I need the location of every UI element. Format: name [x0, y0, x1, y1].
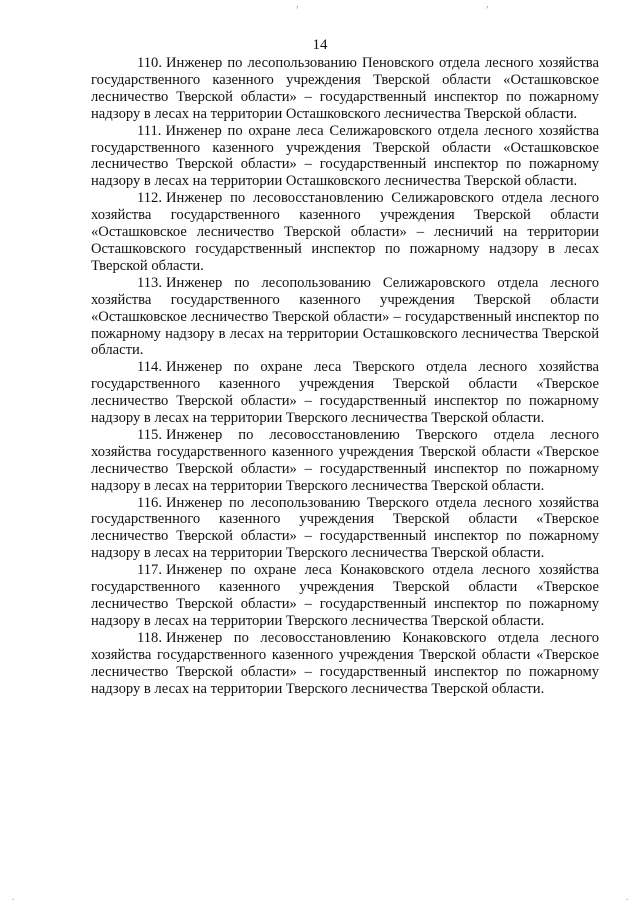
item-number: 114.: [137, 359, 162, 376]
list-item: [91, 630, 599, 698]
list-item: [91, 275, 599, 360]
item-text: Инженер по лесопользованию Пеновского отдела лесного хозяйства государственного казенного учреждения Тверской области «Осташковское лесничество Тверской области» – государственный инспектор по пожарному надзору в лесах на территории Осташковского лесничества Тверской области.: [91, 55, 599, 122]
list-item: [91, 190, 599, 275]
item-number: 117.: [137, 562, 162, 579]
scan-mark: ,: [486, 0, 489, 10]
item-text: Инженер по охране леса Конаковского отдела лесного хозяйства государственного казенного учреждения Тверской области «Тверское лесничество Тверской области» – государственный инспектор по пожарному надзору в лесах на территории Тверского лесничества Тверской области.: [91, 562, 599, 629]
list-item: [91, 123, 599, 191]
scan-mark: ,: [296, 0, 299, 10]
item-number: 110.: [137, 55, 162, 71]
item-number: 113.: [137, 274, 162, 291]
item-text: Инженер по охране леса Тверского отдела лесного хозяйства государственного казенного учреждения Тверской области «Тверское лесничество Тверской области» – государственный инспектор по пожарному надзору в лесах на территории Тверского лесничества Тверской области.: [91, 359, 599, 427]
item-number: 118.: [137, 629, 162, 646]
item-number: 116.: [137, 494, 162, 511]
item-text: Инженер по охране леса Селижаровского отдела лесного хозяйства государственного казенного учреждения Тверской области «Осташковское лесничество Тверской области» – государственный инспектор по пожарному надзору в лесах на территории Осташковского лесничества Тверской области.: [91, 122, 599, 190]
list-item: [91, 562, 599, 630]
item-number: 115.: [137, 426, 162, 443]
item-text: Инженер по лесовосстановлению Селижаровского отдела лесного хозяйства государственного казенного учреждения Тверской области «Осташковское лесничество Тверской области» – лесничий на территории Осташковского государственный инспектор по пожарному надзору в лесах Тверской области.: [91, 190, 599, 274]
scan-mark: .: [12, 892, 15, 903]
item-text: Инженер по лесовосстановлению Тверского отдела лесного хозяйства государственного казенного учреждения Тверской области «Тверское лесничество Тверской области» – государственный инспектор по пожарному надзору в лесах на территории Тверского лесничества Тверской области.: [91, 426, 599, 494]
item-text: Инженер по лесовосстановлению Конаковского отдела лесного хозяйства государственного казенного учреждения Тверской области «Тверское лесничество Тверской области» – государственный инспектор по пожарному надзору в лесах на территории Тверского лесничества Тверской области.: [91, 629, 599, 697]
scan-mark: .: [626, 892, 629, 903]
item-text: Инженер по лесопользованию Селижаровского отдела лесного хозяйства государственного казенного учреждения Тверской области «Осташковское лесничество Тверской области» – государственный инспектор по пожарному надзору в лесах на территории Осташковского лесничества Тверской области.: [91, 274, 599, 359]
list-item: [91, 427, 599, 495]
list-item: [91, 55, 599, 123]
page-number: 14: [312, 37, 328, 53]
list-item: [91, 495, 599, 563]
item-number: 112.: [137, 190, 162, 207]
item-number: 111.: [137, 122, 162, 139]
document-body: [91, 55, 599, 697]
item-text: Инженер по лесопользованию Тверского отдела лесного хозяйства государственного казенного учреждения Тверской области «Тверское лесничество Тверской области» – государственный инспектор по пожарному надзору в лесах на территории Тверского лесничества Тверской области.: [91, 494, 599, 562]
list-item: [91, 359, 599, 427]
